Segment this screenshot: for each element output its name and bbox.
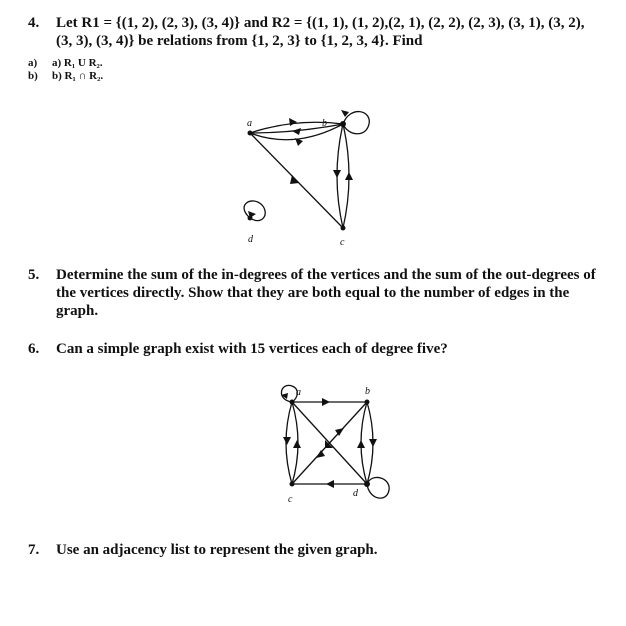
arrow-c-b-right bbox=[345, 172, 353, 180]
question-6 bbox=[28, 340, 603, 360]
vertex-label-c: c bbox=[340, 237, 345, 248]
vertex2-a bbox=[290, 400, 295, 405]
arrow-b-c-left bbox=[333, 170, 341, 178]
part-b-text: b) R₁ ∩ R₂. bbox=[52, 70, 104, 82]
arrow-b-d-right bbox=[369, 439, 377, 447]
question-4-number: 4. bbox=[28, 15, 40, 31]
question-7 bbox=[28, 541, 603, 561]
part-a-text: a) R₁ U R₂. bbox=[52, 57, 103, 69]
vertex-label-b: b bbox=[322, 118, 327, 129]
vertex2-label-a: a bbox=[296, 387, 301, 398]
arrow-c-a-right bbox=[293, 440, 301, 448]
question-5 bbox=[28, 266, 603, 322]
vertex-label-a: a bbox=[247, 118, 252, 129]
vertex2-b bbox=[365, 400, 370, 405]
loop-d bbox=[244, 201, 265, 221]
loop-a bbox=[281, 385, 297, 402]
vertex2-label-b: b bbox=[365, 386, 370, 397]
loop-b bbox=[343, 112, 369, 134]
arrow-a-c-left bbox=[283, 437, 291, 445]
arrow-b-a-lower bbox=[292, 128, 301, 135]
loop-d2 bbox=[367, 477, 389, 498]
vertex-b bbox=[340, 121, 346, 127]
arrow-a-b bbox=[322, 398, 330, 406]
graph-1-edges bbox=[244, 112, 369, 228]
arrow-a-b-upper bbox=[289, 118, 297, 126]
vertex-label-d: d bbox=[248, 234, 253, 245]
question-7-text: Use an adjacency list to represent the given graph. bbox=[56, 542, 378, 558]
arrow-a-c bbox=[290, 175, 299, 184]
arrow-c-b bbox=[316, 450, 325, 458]
arrow-c-d bbox=[326, 480, 334, 488]
question-4-text: Let R1 = {(1, 2), (2, 3), (3, 4)} and R2 = {(1, 1), (1, 2),(2, 1), (2, 2), (2, 3), (3, 1), (3, 2), (3, 3), (3, 4)} be relations from {1, 2, 3} to {1, 2, 3, 4}. Find bbox=[56, 15, 585, 49]
vertex-d bbox=[248, 216, 253, 221]
part-b-label: b) bbox=[28, 70, 38, 82]
vertex-c bbox=[341, 226, 346, 231]
vertex2-d bbox=[364, 481, 370, 487]
vertex2-c bbox=[290, 482, 295, 487]
question-6-text: Can a simple graph exist with 15 vertices each of degree five? bbox=[56, 341, 448, 357]
vertex2-label-d: d bbox=[353, 488, 358, 499]
vertex-a bbox=[248, 131, 253, 136]
question-5-text: Determine the sum of the in-degrees of the vertices and the sum of the out-degrees of the vertices directly. Show that they are both equal to the number of edges in the graph. bbox=[56, 267, 596, 319]
question-6-number: 6. bbox=[28, 341, 40, 357]
vertex2-label-c: c bbox=[288, 494, 293, 505]
question-5-number: 5. bbox=[28, 267, 40, 283]
part-a-label: a) bbox=[28, 57, 38, 69]
question-7-number: 7. bbox=[28, 542, 40, 558]
arrow-b-d-left bbox=[357, 440, 365, 448]
